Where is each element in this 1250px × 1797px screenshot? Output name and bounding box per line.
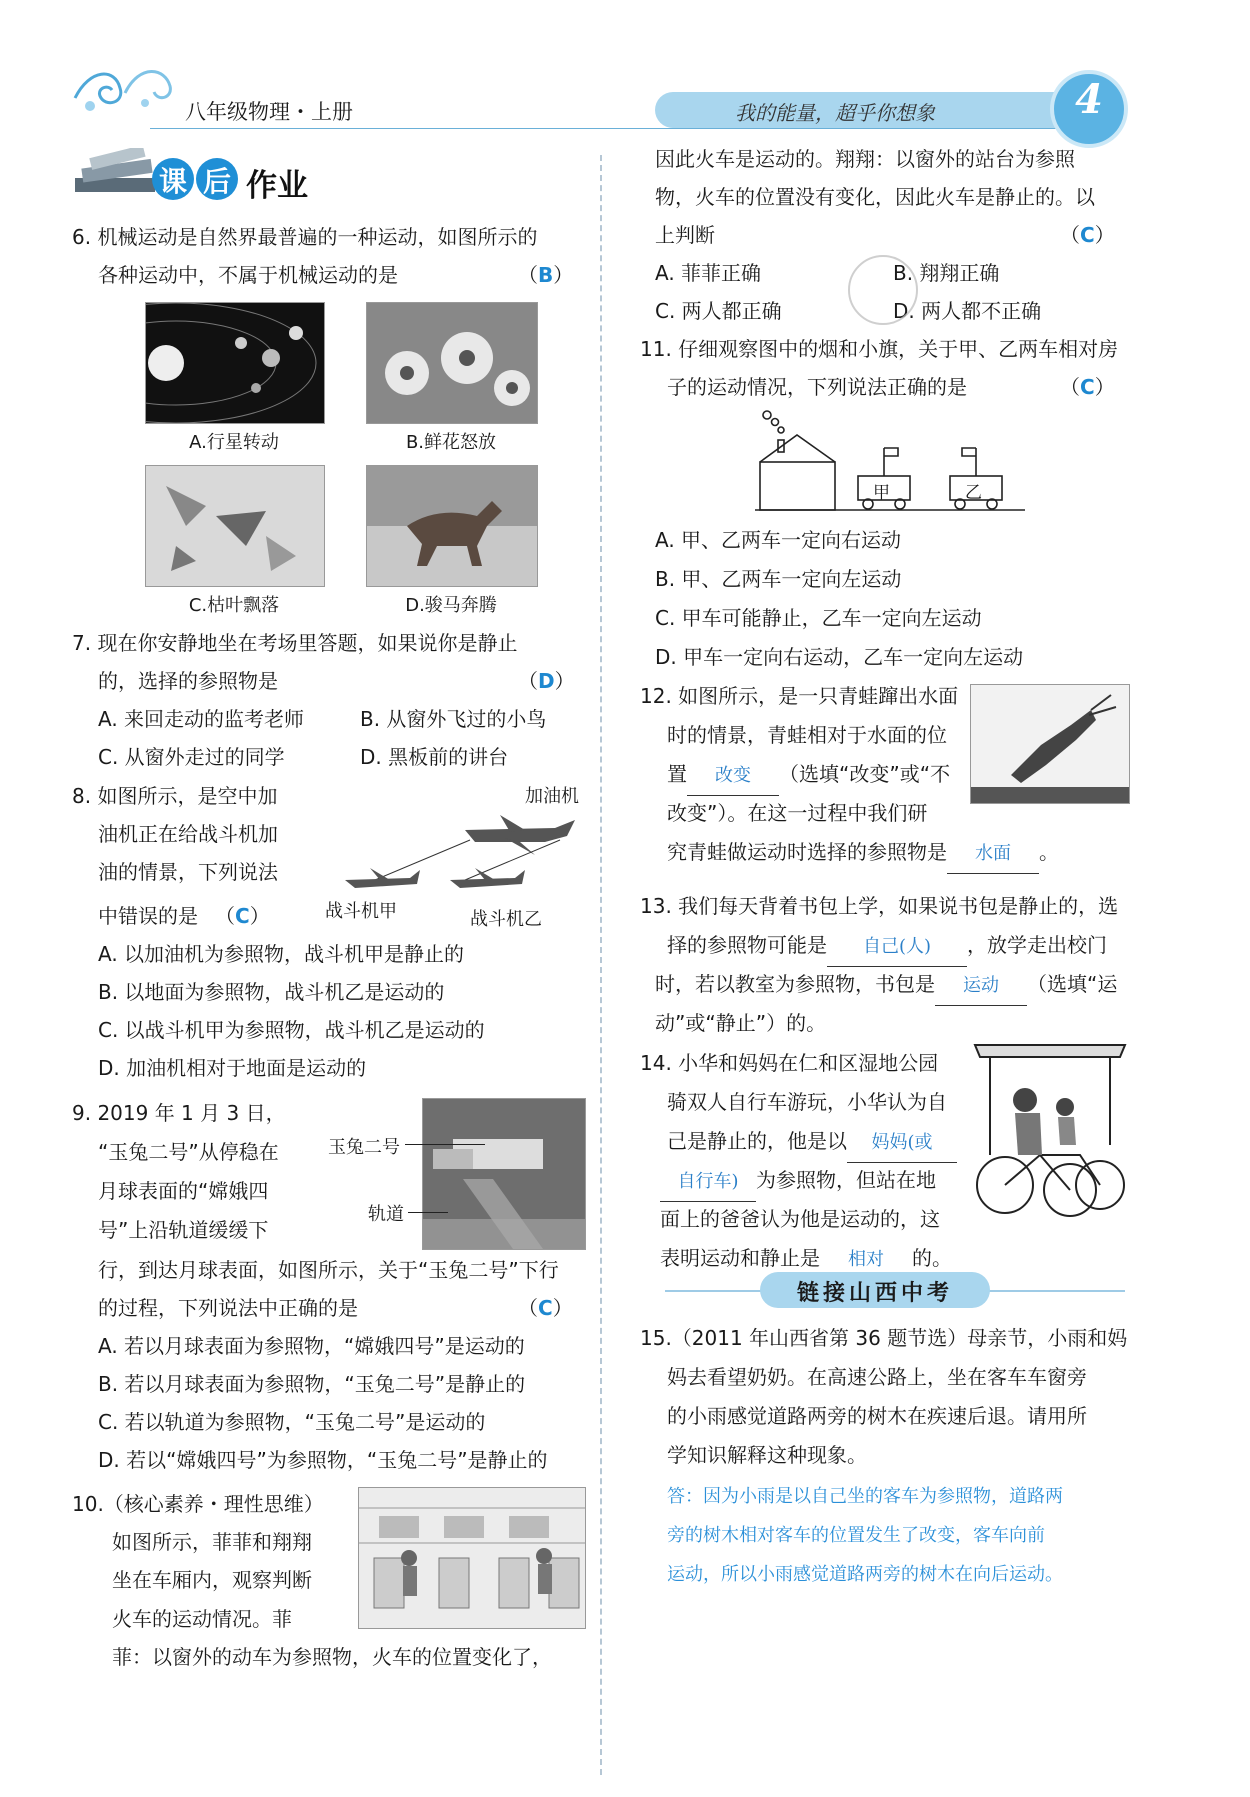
- q11-answer: C: [1080, 375, 1095, 399]
- q9-option-d: D. 若以“嫦娥四号”为参照物，“玉兔二号”是静止的: [98, 1448, 548, 1472]
- q6-caption-a: A.行星转动: [189, 432, 279, 453]
- frog-image: [970, 684, 1130, 804]
- q8-option-b: B. 以地面为参照物，战斗机乙是运动的: [98, 980, 445, 1004]
- q8-line2: 油机正在给战斗机加: [98, 822, 278, 846]
- q8-line1: 8. 如图所示，是空中加: [72, 784, 278, 808]
- q8-option-d: D. 加油机相对于地面是运动的: [98, 1056, 367, 1080]
- q15-answer-2: 旁的树木相对客车的位置发生了改变，客车向前: [667, 1525, 1045, 1546]
- q6-caption-c: C.枯叶飘落: [188, 595, 280, 616]
- q6-line1: 6. 机械运动是自然界最普遍的一种运动，如图所示的: [72, 225, 538, 249]
- q13-line3: [655, 965, 1117, 1006]
- q14-line6a: 表明运动和静止是: [660, 1246, 820, 1270]
- q7-option-d: D. 黑板前的讲台: [360, 745, 509, 769]
- q8-answer: C: [235, 904, 250, 928]
- q12-line3a: 置: [667, 762, 687, 786]
- q10-answer: C: [1080, 223, 1095, 247]
- q14-blank-1a: 妈妈(或: [847, 1124, 957, 1163]
- q10-cont-line3: 上判断: [655, 223, 715, 247]
- q10-line3: 坐在车厢内，观察判断: [112, 1568, 312, 1592]
- pointer-track: [408, 1212, 448, 1213]
- q7-option-b: B. 从窗外飞过的小鸟: [360, 707, 547, 731]
- label-track: 轨道: [368, 1204, 404, 1225]
- column-divider: [600, 155, 602, 1775]
- q11-option-d: D. 甲车一定向右运动，乙车一定向左运动: [655, 645, 1024, 669]
- q11-option-c: C. 甲车可能静止，乙车一定向左运动: [655, 606, 982, 630]
- q14-line3: [667, 1122, 957, 1163]
- label-fighter-a: 战斗机甲: [325, 901, 397, 922]
- q12-line3: [667, 755, 950, 796]
- q9-line2: “玉兔二号”从停稳在: [98, 1140, 279, 1164]
- q14-line4: [660, 1161, 936, 1202]
- train-interior-image: [358, 1487, 586, 1629]
- tandem-bike-image: [970, 1035, 1130, 1220]
- pointer-rover: [405, 1144, 485, 1145]
- q12-blank-2: 水面: [947, 835, 1039, 874]
- q14-line3a: 己是静止的，他是以: [667, 1129, 847, 1153]
- q10-line5: 菲：以窗外的动车为参照物，火车的位置变化了，: [112, 1645, 552, 1669]
- q9-line3: 月球表面的“嫦娥四: [98, 1179, 269, 1203]
- q10-line4: 火车的运动情况。菲: [112, 1607, 292, 1631]
- q7-option-c: C. 从窗外走过的同学: [98, 745, 285, 769]
- q10-option-d: D. 两人都不正确: [893, 299, 1042, 323]
- section-title: 作业: [246, 168, 308, 204]
- q8-option-c: C. 以战斗机甲为参照物，战斗机乙是运动的: [98, 1018, 485, 1042]
- horse-image: [366, 465, 538, 587]
- q10-cont-line1: 因此火车是运动的。翔翔：以窗外的站台为参照: [655, 147, 1075, 171]
- section-title-char-2: 后: [202, 165, 231, 198]
- header-rule: [150, 128, 1090, 129]
- q12-blank-1: 改变: [687, 757, 779, 796]
- car-yi-label: 乙: [965, 483, 982, 503]
- q14-line2: 骑双人自行车游玩，小华认为自: [667, 1090, 947, 1114]
- car-jia-label: 甲: [873, 483, 890, 503]
- q14-line6b: 的。: [912, 1246, 952, 1270]
- rover-image: [422, 1098, 586, 1250]
- q8-option-a: A. 以加油机为参照物，战斗机甲是静止的: [98, 942, 465, 966]
- q6-caption-b: B.鲜花怒放: [405, 432, 497, 453]
- label-fighter-b: 战斗机乙: [470, 909, 542, 930]
- q12-line3b: （选填“改变”或“不: [779, 762, 951, 786]
- q10-cont-line2: 物，火车的位置没有变化，因此火车是静止的。以: [655, 185, 1095, 209]
- label-rover: 玉兔二号: [328, 1137, 400, 1158]
- q8-line4: 中错误的是: [98, 904, 198, 928]
- q7-line2: 的，选择的参照物是: [98, 669, 278, 693]
- q14-blank-2: 相对: [820, 1241, 912, 1280]
- q13-line2a: 择的参照物可能是: [667, 933, 827, 957]
- q6-line2: 各种运动中，不属于机械运动的是: [98, 263, 398, 287]
- q13-line1: 13. 我们每天背着书包上学，如果说书包是静止的，选: [640, 894, 1119, 918]
- q13-line3b: （选填“运: [1027, 972, 1118, 996]
- q9-answer-box: （C）: [518, 1296, 573, 1320]
- section-title-char-1: 课: [158, 165, 187, 198]
- q6-answer: B: [538, 263, 554, 287]
- q11-line1: 11. 仔细观察图中的烟和小旗，关于甲、乙两车相对房: [640, 337, 1119, 361]
- q11-option-a: A. 甲、乙两车一定向右运动: [655, 528, 902, 552]
- q8-answer-box: （C）: [215, 904, 270, 928]
- label-tanker: 加油机: [525, 786, 579, 807]
- q6-caption-d: D.骏马奔腾: [405, 595, 497, 616]
- q13-blank-1: 自己(人): [827, 928, 967, 967]
- q7-answer-box: （D）: [518, 669, 575, 693]
- q15-answer-1: 答：因为小雨是以自己坐的客车为参照物，道路两: [667, 1486, 1063, 1507]
- q9-line1: 9. 2019 年 1 月 3 日，: [72, 1101, 286, 1125]
- q9-line4: 号”上沿轨道缓缓下: [98, 1218, 269, 1242]
- q7-option-a: A. 来回走动的监考老师: [98, 707, 305, 731]
- q15-line2: 妈去看望奶奶。在高速公路上，坐在客车车窗旁: [667, 1365, 1087, 1389]
- house-cars-diagram: [750, 410, 1030, 515]
- q15-line1: 15.（2011 年山西省第 36 题节选）母亲节，小雨和妈: [640, 1326, 1128, 1350]
- q9-option-a: A. 若以月球表面为参照物，“嫦娥四号”是运动的: [98, 1334, 525, 1358]
- q11-option-b: B. 甲、乙两车一定向左运动: [655, 567, 902, 591]
- q9-answer: C: [538, 1296, 553, 1320]
- q12-line5b: 。: [1039, 840, 1059, 864]
- header-ornament-icon: [70, 58, 180, 118]
- q10-option-c: C. 两人都正确: [655, 299, 782, 323]
- q14-line1: 14. 小华和妈妈在仁和区湿地公园: [640, 1051, 939, 1075]
- q15-line4: 学知识解释这种现象。: [667, 1443, 867, 1467]
- planets-image: [145, 302, 325, 424]
- q9-option-c: C. 若以轨道为参照物，“玉兔二号”是运动的: [98, 1410, 486, 1434]
- stamp-icon: [848, 255, 918, 325]
- q11-line2: 子的运动情况，下列说法正确的是: [667, 375, 967, 399]
- q9-line5: 行，到达月球表面，如图所示，关于“玉兔二号”下行: [98, 1258, 559, 1282]
- book-title: 八年级物理・上册: [185, 100, 353, 124]
- link-title: 链接山西中考: [796, 1281, 953, 1306]
- q12-line5a: 究青蛙做运动时选择的参照物是: [667, 840, 947, 864]
- q10-option-b: B. 翔翔正确: [893, 261, 1000, 285]
- flowers-image: [366, 302, 538, 424]
- q8-line3: 油的情景，下列说法: [98, 860, 278, 884]
- q12-line5: [667, 833, 1059, 874]
- q13-line2b: ，放学走出校门: [967, 933, 1107, 957]
- q12-line4: 改变”）。在这一过程中我们研: [667, 801, 928, 825]
- books-icon: [70, 148, 160, 200]
- q10-answer-box: （C）: [1060, 223, 1115, 247]
- q13-line3a: 时，若以教室为参照物，书包是: [655, 972, 935, 996]
- leaves-image: [145, 465, 325, 587]
- page-number: 4: [1075, 76, 1103, 123]
- q7-line1: 7. 现在你安静地坐在考场里答题，如果说你是静止: [72, 631, 518, 655]
- q15-line3: 的小雨感觉道路两旁的树木在疾速后退。请用所: [667, 1404, 1087, 1428]
- q14-blank-1b: 自行车): [660, 1163, 756, 1202]
- q13-line4: 动”或“静止”）的。: [655, 1011, 827, 1035]
- q9-line6: 的过程，下列说法中正确的是: [98, 1296, 358, 1320]
- q13-line2: [667, 926, 1107, 967]
- q14-line4b: 为参照物，但站在地: [756, 1168, 936, 1192]
- q9-option-b: B. 若以月球表面为参照物，“玉兔二号”是静止的: [98, 1372, 526, 1396]
- q11-answer-box: （C）: [1060, 375, 1115, 399]
- q7-answer: D: [538, 669, 555, 693]
- slogan: 我的能量，超乎你想象: [735, 101, 935, 125]
- q10-line1: 10.（核心素养・理性思维）: [72, 1492, 324, 1516]
- q14-line5: 面上的爸爸认为他是运动的，这: [660, 1207, 940, 1231]
- q13-blank-2: 运动: [935, 967, 1027, 1006]
- q12-line2: 时的情景，青蛙相对于水面的位: [667, 723, 947, 747]
- q12-line1: 12. 如图所示，是一只青蛙蹿出水面: [640, 684, 959, 708]
- q10-option-a: A. 菲菲正确: [655, 261, 762, 285]
- q10-line2: 如图所示，菲菲和翔翔: [112, 1530, 312, 1554]
- q15-answer-3: 运动，所以小雨感觉道路两旁的树木在向后运动。: [667, 1564, 1063, 1585]
- q6-answer-box: （B）: [518, 263, 574, 287]
